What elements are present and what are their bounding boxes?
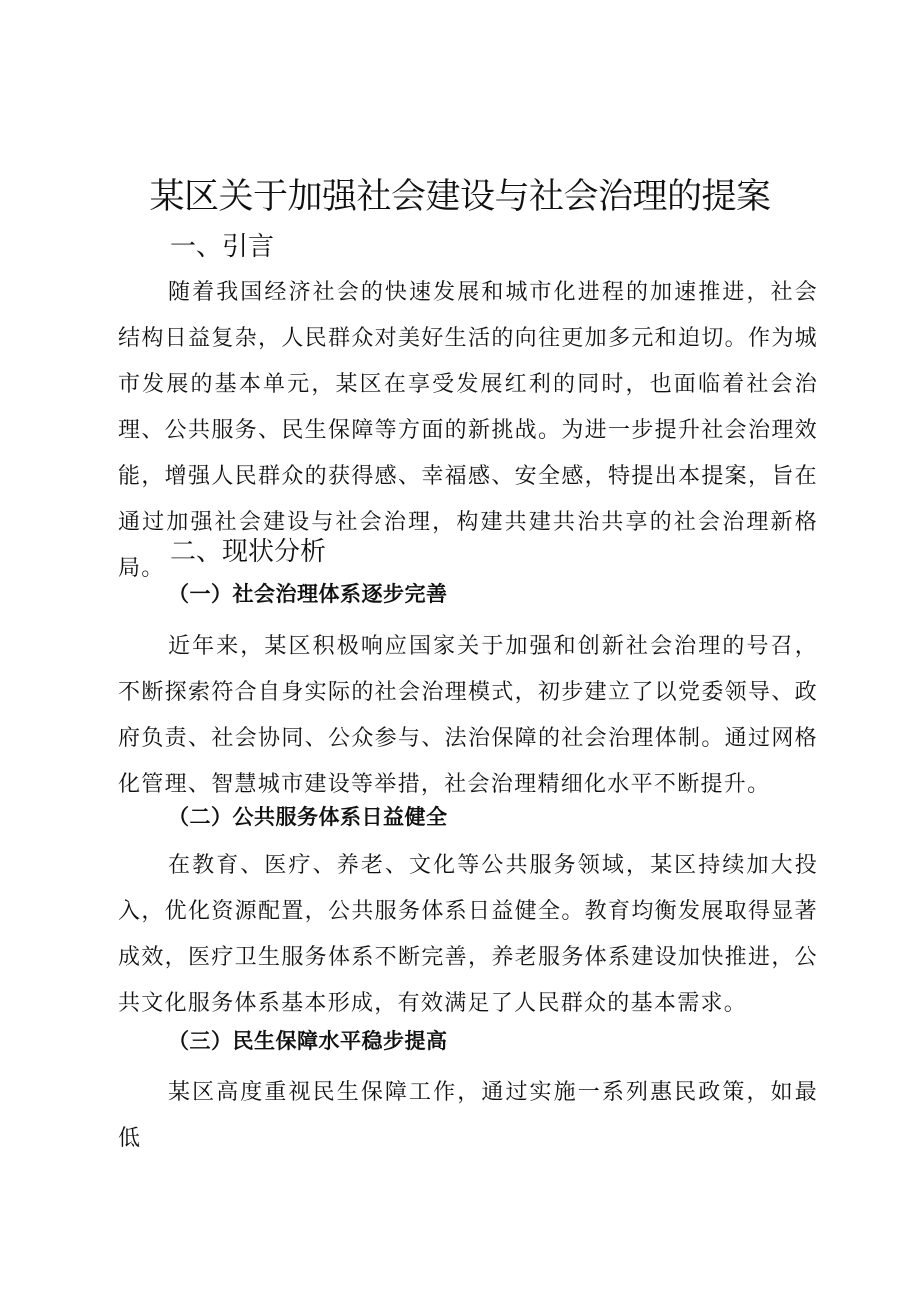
- subsection-heading-livelihood-security: （三）民生保障水平稳步提高: [168, 1028, 448, 1053]
- subsection-heading-governance-system: （一）社会治理体系逐步完善: [168, 581, 448, 606]
- section-heading-status-analysis: 二、现状分析: [170, 537, 327, 567]
- introduction-paragraph: 随着我国经济社会的快速发展和城市化进程的加速推进，社会结构日益复杂，人民群众对美好生活的向往更加多元和迫切。作为城市发展的基本单元，某区在享受发展红利的同时，也面临着社会治理、公共服务、民生保障等方面的新挑战。为进一步提升社会治理效能，增强人民群众的获得感、幸福感、安全感，特提出本提案，旨在通过加强社会建设与社会治理，构建共建共治共享的社会治理新格局。: [118, 280, 818, 581]
- subsection-heading-public-services: （二）公共服务体系日益健全: [168, 804, 448, 829]
- document-title: 某区关于加强社会建设与社会治理的提案: [149, 177, 771, 217]
- governance-system-paragraph: 近年来，某区积极响应国家关于加强和创新社会治理的号召，不断探索符合自身实际的社会治理模式，初步建立了以党委领导、政府负责、社会协同、公众参与、法治保障的社会治理体制。通过网格化管理、智慧城市建设等举措，社会治理精细化水平不断提升。: [118, 634, 818, 797]
- section-heading-introduction: 一、引言: [170, 232, 275, 262]
- livelihood-security-paragraph: 某区高度重视民生保障工作，通过实施一系列惠民政策，如最低: [118, 1080, 818, 1151]
- public-services-paragraph: 在教育、医疗、养老、文化等公共服务领域，某区持续加大投入，优化资源配置，公共服务体系日益健全。教育均衡发展取得显著成效，医疗卫生服务体系不断完善，养老服务体系建设加快推进，公共文化服务体系基本形成，有效满足了人民群众的基本需求。: [118, 853, 818, 1016]
